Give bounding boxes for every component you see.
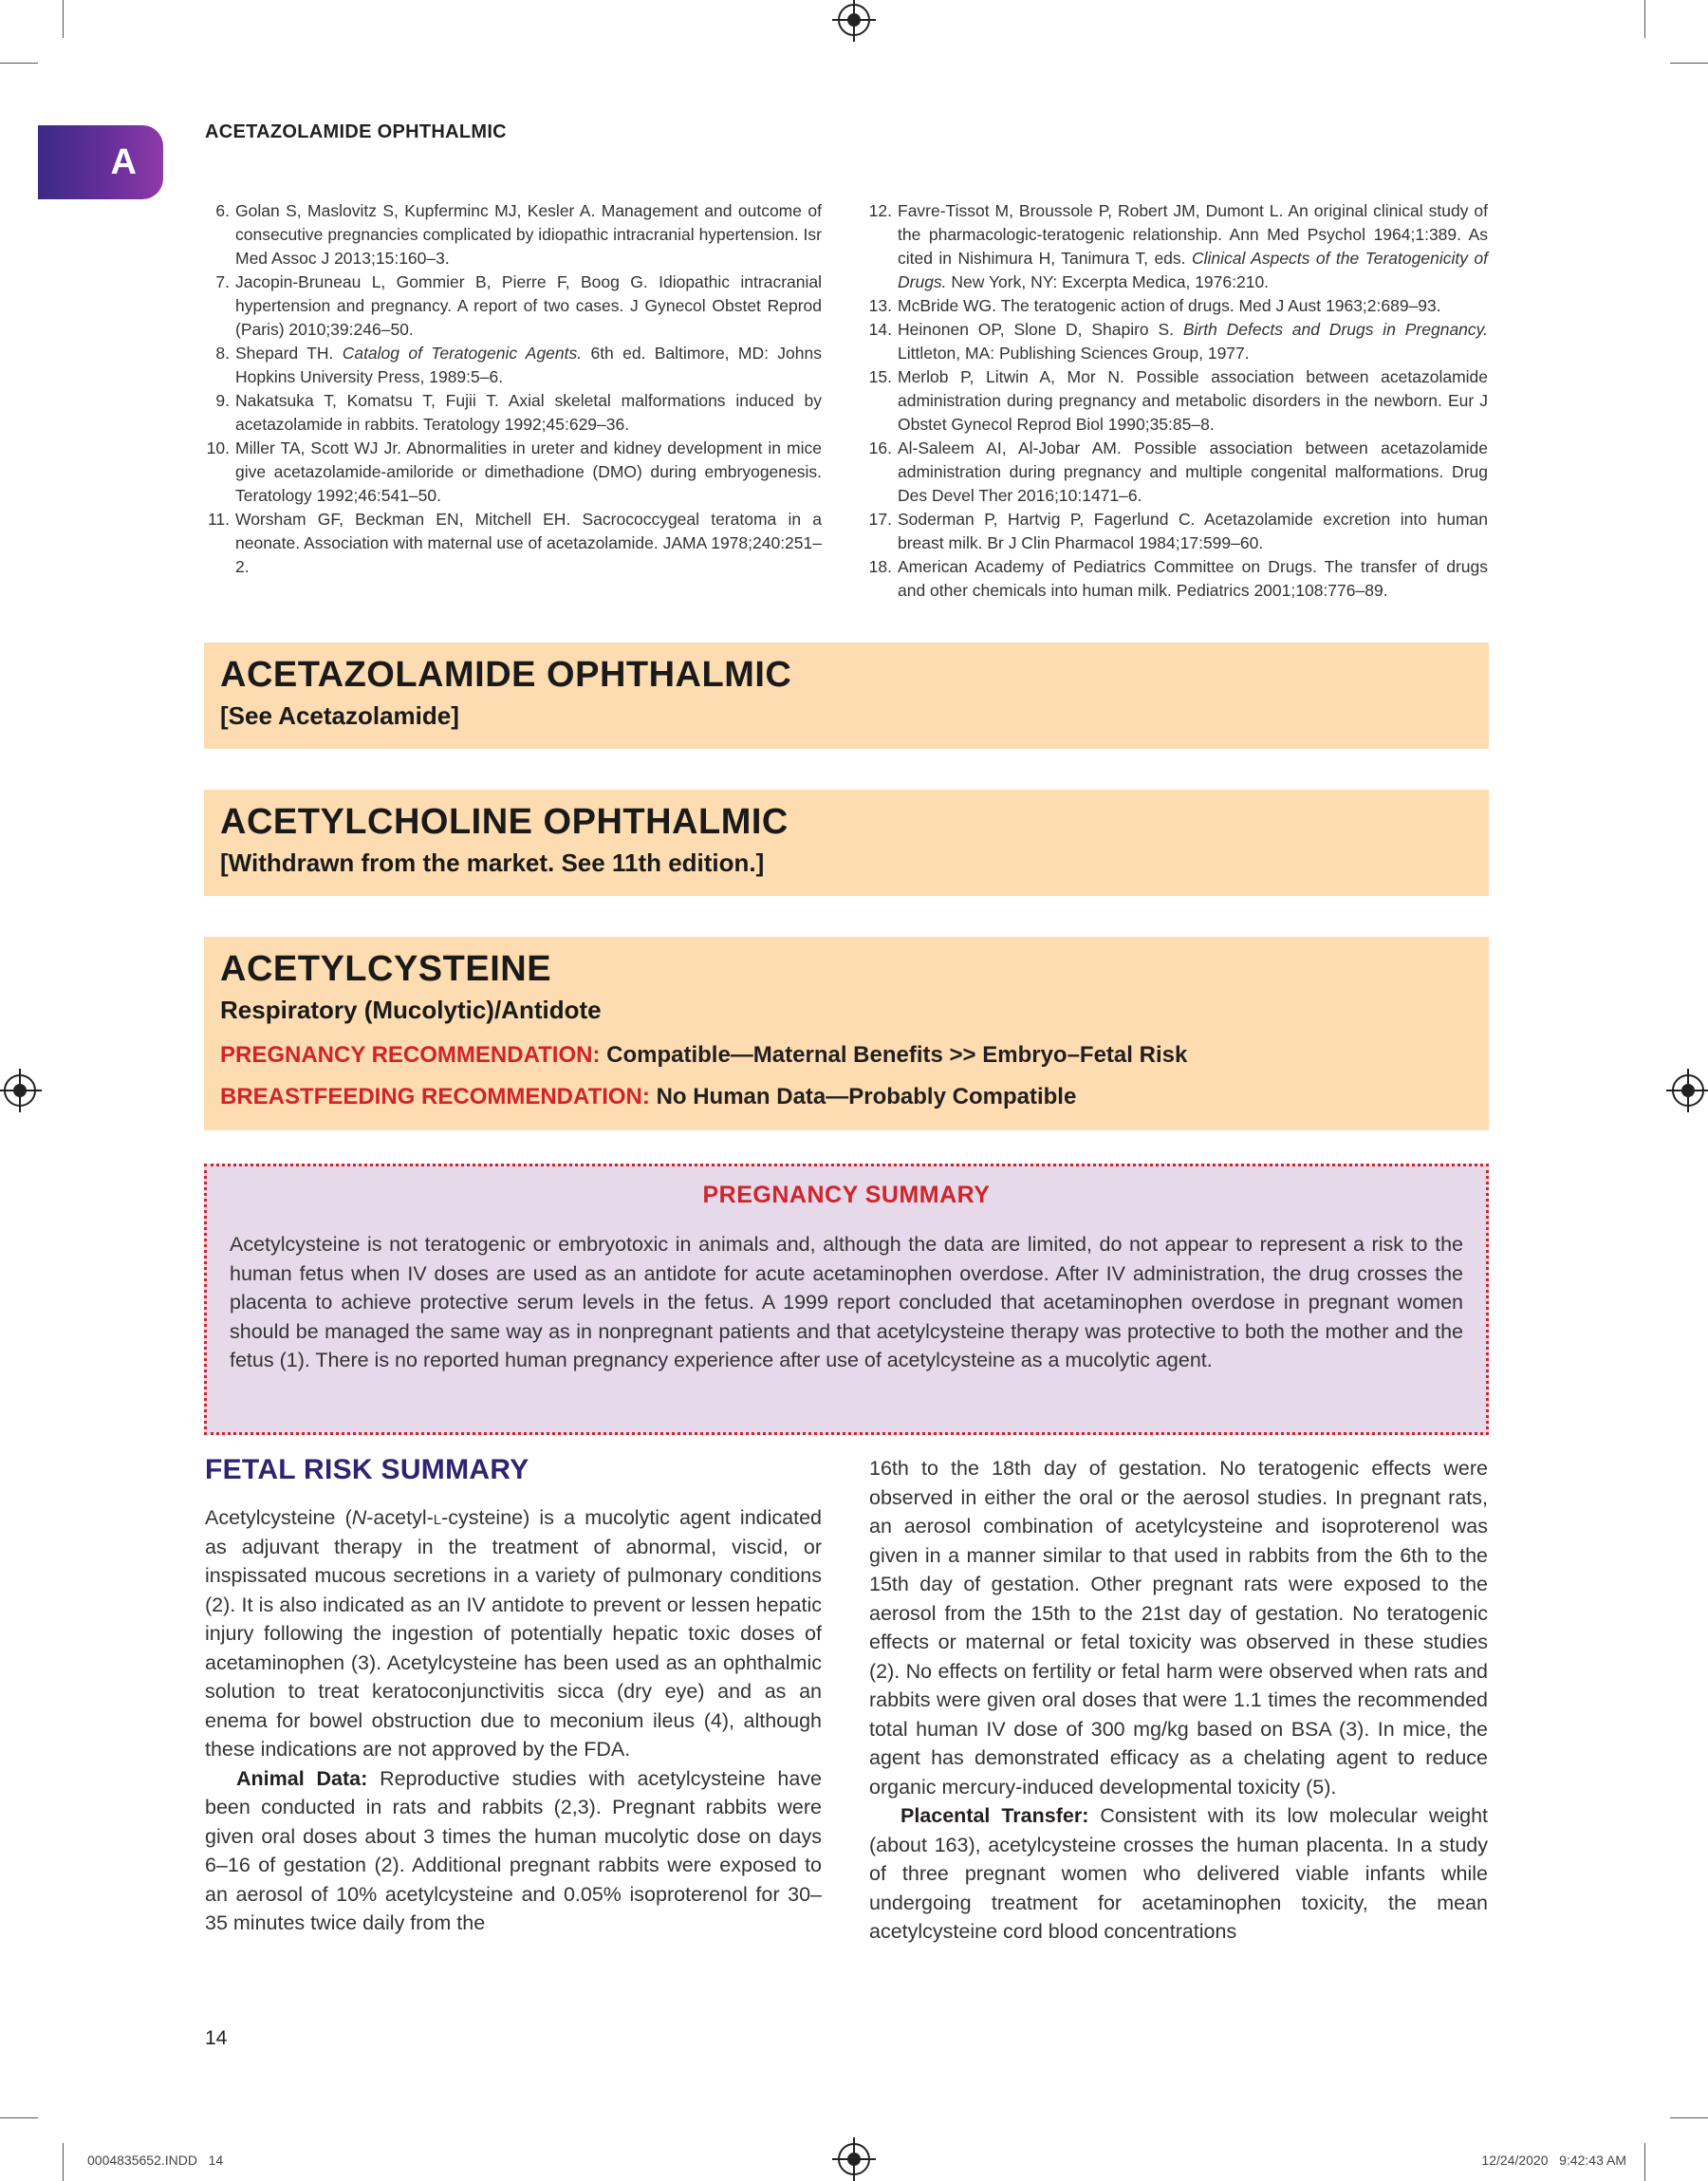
body-column-left [205, 1503, 822, 1938]
print-slug-right: 12/24/2020 9:42:43 AM [1481, 2153, 1626, 2168]
breastfeeding-recommendation-value: No Human Data—Probably Compatible [656, 1084, 1077, 1109]
breastfeeding-recommendation [220, 1082, 1473, 1112]
registration-mark-icon [838, 4, 870, 36]
drug-subtitle: [See Acetazolamide] [220, 701, 459, 730]
reference-item: 14. Heinonen OP, Slone D, Shapiro S. Birth Defects and Drugs in Pregnancy. Littleton, MA: Publishing Sciences Group, 1977. [868, 320, 1488, 363]
print-slug-left: 0004835652.INDD 14 [87, 2153, 224, 2168]
fetal-risk-summary-title: FETAL RISK SUMMARY [205, 1454, 529, 1485]
crop-mark [0, 2117, 38, 2118]
pregnancy-summary-text: Acetylcysteine is not teratogenic or embryotoxic in animals and, although the data are limited, do not appear to represent a risk to the human fetus when IV doses are used as an antidote for acute acetaminophen overdose. After IV administration, the drug crosses the placenta to achieve protective serum levels in the fetus. A 1999 report concluded that acetaminophen overdose in pregnant women should be managed the same way as in nonpregnant patients and that acetylcysteine therapy was protective to both the mother and the fetus (1). There is no reported human pregnancy experience after use of acetylcysteine as a mucolytic agent. [230, 1233, 1463, 1371]
crop-mark [1644, 0, 1645, 38]
drug-title: ACETYLCHOLINE OPHTHALMIC [220, 802, 789, 842]
registration-mark-icon [4, 1074, 36, 1107]
reference-item: 7. Jacopin-Bruneau L, Gommier B, Pierre F, Boog G. Idiopathic intracranial hypertension and pregnancy. A report of two cases. J Gynecol Obstet Reprod (Paris) 2010;39:246–50. [215, 272, 822, 339]
body-paragraph: 16th to the 18th day of gestation. No teratogenic effects were observed in either the oral or the aerosol studies. In pregnant rats, an aerosol combination of acetylcysteine and isoproterenol was given in a manner similar to that used in rabbits from the 6th to the 15th day of gestation. Other pregnant rats were exposed to the aerosol from the 15th to the 21st day of gestation. No teratogenic effects or maternal or fetal toxicity was observed in these studies (2). No effects on fertility or fetal harm were observed when rats and rabbits were given oral doses that were 1.1 times the recommended total human IV dose of 300 mg/kg based on BSA (3). In mice, the agent has demonstrated efficacy as a chelating agent to reduce organic mercury-induced developmental toxicity (5). [869, 1457, 1488, 1799]
body-paragraph: Acetylcysteine (N-acetyl-l-cysteine) is a mucolytic agent indicated as adjuvant therapy in the treatment of abnormal, viscid, or inspissated mucous secretions in a variety of pulmonary conditions (2). It is also indicated as an IV antidote to prevent or lessen hepatic injury following the ingestion of potentially hepatic toxic doses of acetaminophen (3). Acetylcysteine has been used as an ophthalmic solution to treat keratoconjunctivitis sicca (dry eye) and as an enema for bowel obstruction due to meconium ileus (4), although these indications are not approved by the FDA. [205, 1506, 822, 1761]
body-paragraph: Animal Data: Reproductive studies with acetylcysteine have been conducted in rats and rabbits (2,3). Pregnant rabbits were given oral doses about 3 times the human mucolytic dose on days 6–16 of gestation (2). Additional pregnant rabbits were exposed to an aerosol of 10% acetylcysteine and 0.05% isoproterenol for 30–35 minutes twice daily from the [205, 1766, 823, 1934]
pregnancy-recommendation-label: PREGNANCY RECOMMENDATION: [220, 1042, 601, 1068]
crop-mark [63, 0, 64, 38]
reference-item: 9. Nakatsuka T, Komatsu T, Fujii T. Axial skeletal malformations induced by acetazolamide in rabbits. Teratology 1992;45:629–36. [215, 391, 822, 434]
reference-item: 8. Shepard TH. Catalog of Teratogenic Agents. 6th ed. Baltimore, MD: Johns Hopkins University Press, 1989:5–6. [215, 344, 822, 386]
crop-mark [63, 2143, 64, 2181]
page-number: 14 [205, 2027, 228, 2049]
running-head: ACETAZOLAMIDE OPHTHALMIC [205, 121, 507, 142]
reference-item: 11. Worsham GF, Beckman EN, Mitchell EH. Sacrococcygeal teratoma in a neonate. Association with maternal use of acetazolamide. JAMA 1978;240:251–2. [207, 510, 822, 576]
pregnancy-recommendation [220, 1040, 1473, 1071]
drug-header-acetazolamide-ophthalmic [204, 643, 1489, 749]
drug-subtitle: [Withdrawn from the market. See 11th edition.] [220, 848, 765, 877]
drug-header-acetylcholine-ophthalmic [204, 790, 1489, 896]
placental-transfer-label: Placental Transfer: [900, 1804, 1089, 1827]
animal-data-label: Animal Data: [236, 1766, 368, 1790]
reference-item: 17. Soderman P, Hartvig P, Fagerlund C. Acetazolamide excretion into human breast milk. Br J Clin Pharmacol 1984;17:599–60. [868, 510, 1488, 552]
drug-header-acetylcysteine [204, 937, 1489, 1130]
pregnancy-recommendation-value: Compatible—Maternal Benefits >> Embryo–Fetal Risk [606, 1042, 1188, 1068]
references-right [867, 199, 1488, 603]
crop-mark [0, 63, 38, 64]
reference-item: 16. Al-Saleem AI, Al-Jobar AM. Possible association between acetazolamide administration during pregnancy and multiple congenital malformations. Drug Des Devel Ther 2016;10:1471–6. [868, 438, 1488, 505]
drug-title: ACETAZOLAMIDE OPHTHALMIC [220, 655, 792, 695]
drug-class: Respiratory (Mucolytic)/Antidote [220, 996, 602, 1024]
body-column-right [869, 1454, 1488, 1947]
section-tab: A [38, 125, 163, 199]
pregnancy-summary-title: PREGNANCY SUMMARY [702, 1182, 991, 1208]
crop-mark [1670, 2117, 1708, 2118]
body-paragraph: Placental Transfer: Consistent with its low molecular weight (about 163), acetylcysteine crosses the human placenta. In a study of three pregnant women who delivered viable infants while undergoing treatment for acetaminophen toxicity, the mean acetylcysteine cord blood concentrations [869, 1804, 1489, 1943]
references-left [205, 199, 822, 579]
reference-item: 15. Merlob P, Litwin A, Mor N. Possible association between acetazolamide administration during pregnancy and metabolic disorders in the newborn. Eur J Obstet Gynecol Reprod Biol 1990;35:85–8. [868, 367, 1488, 434]
reference-item: 6. Golan S, Maslovitz S, Kupferminc MJ, Kesler A. Management and outcome of consecutive pregnancies complicated by idiopathic intracranial hypertension. Isr Med Assoc J 2013;15:160–3. [215, 201, 822, 268]
breastfeeding-recommendation-label: BREASTFEEDING RECOMMENDATION: [220, 1084, 650, 1109]
reference-item: 18. American Academy of Pediatrics Committee on Drugs. The transfer of drugs and other chemicals into human milk. Pediatrics 2001;108:776–89. [868, 557, 1488, 600]
crop-mark [1670, 63, 1708, 64]
registration-mark-icon [838, 2143, 870, 2175]
drug-title: ACETYLCYSTEINE [220, 949, 552, 989]
reference-item: 13. McBride WG. The teratogenic action of drugs. Med J Aust 1963;2:689–93. [868, 296, 1441, 315]
reference-item: 12. Favre-Tissot M, Broussole P, Robert JM, Dumont L. An original clinical study of the pharmacologic-teratogenic relationship. Ann Med Psychol 1964;1:389. As cited in Nishimura H, Tanimura T, eds. Clinical Aspects of the Teratogenicity of Drugs. New York, NY: Excerpta Medica, 1976:210. [868, 201, 1488, 291]
pregnancy-summary-box [204, 1164, 1489, 1435]
crop-mark [1644, 2143, 1645, 2181]
reference-item: 10. Miller TA, Scott WJ Jr. Abnormalities in ureter and kidney development in mice give acetazolamide-amiloride or dimethadione (DMO) during embryogenesis. Teratology 1992;46:541–50. [206, 438, 822, 505]
registration-mark-icon [1672, 1074, 1704, 1107]
